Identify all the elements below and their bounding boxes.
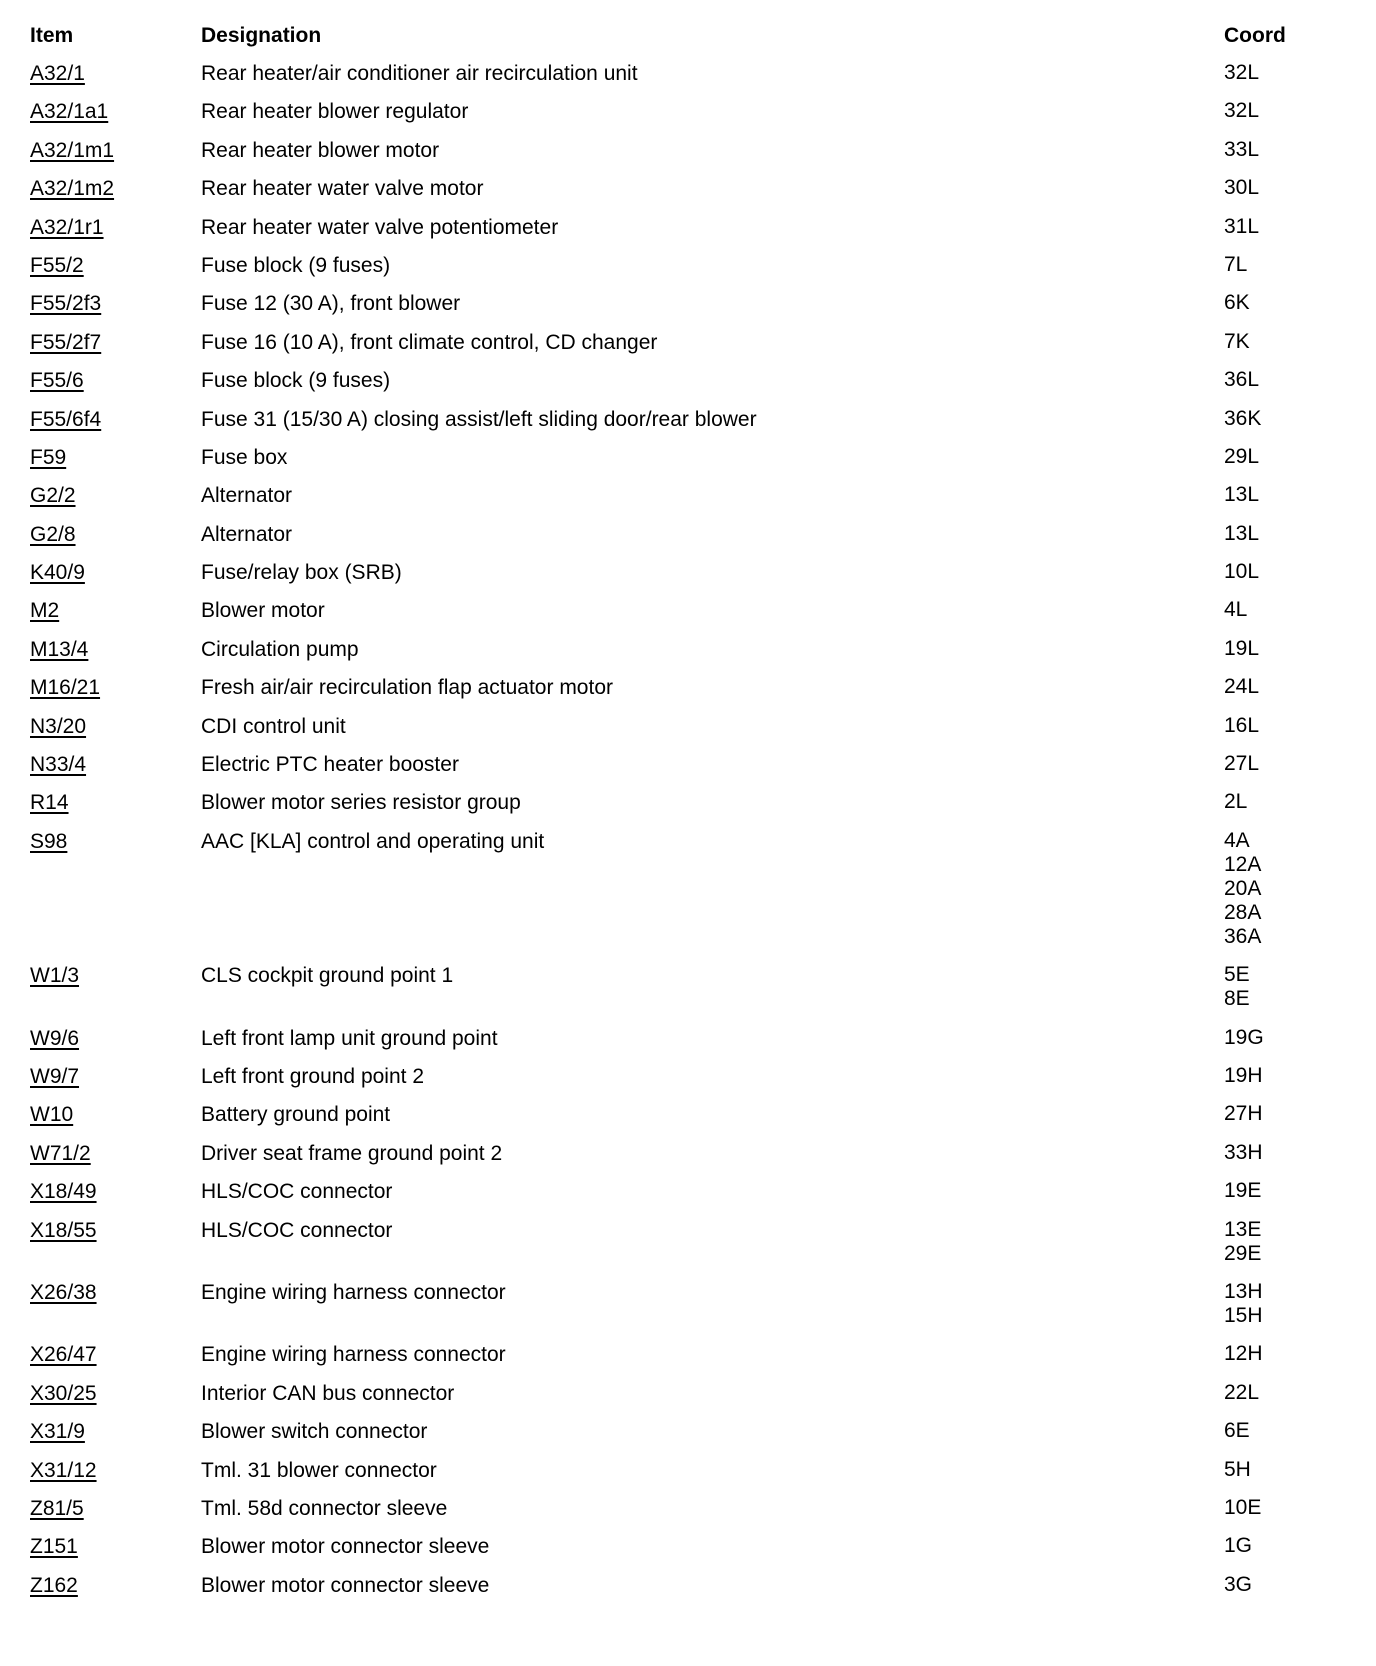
item-link[interactable]: W71/2 [30,1141,91,1165]
designation-text: Blower motor connector sleeve [201,1535,490,1559]
table-row [0,1458,1376,1496]
table-row [0,99,1376,137]
coord-value: 10E [1224,1495,1262,1519]
coord-value: 30L [1224,176,1260,200]
coord-value: 19G [1224,1025,1264,1049]
item-link[interactable]: X26/47 [30,1343,97,1367]
designation-text: Alternator [201,522,293,546]
item-link[interactable]: F59 [30,445,67,469]
table-row [0,1102,1376,1140]
item-link[interactable]: Z151 [30,1535,78,1559]
item-link[interactable]: N3/20 [30,714,87,738]
designation-text: Tml. 31 blower connector [201,1458,437,1482]
coord-cell [1224,215,1259,239]
coord-cell [1224,1218,1261,1266]
coord-cell [1224,829,1261,949]
designation-text: Left front lamp unit ground point [201,1026,498,1050]
coord-value: 7K [1224,329,1250,353]
designation-text: HLS/COC connector [201,1180,393,1204]
designation-text: HLS/COC connector [201,1218,393,1242]
coord-value: 15H [1224,1303,1263,1327]
coord-cell [1224,560,1259,584]
coord-value: 27L [1224,752,1260,776]
table-row [0,829,1376,963]
table-row [0,637,1376,675]
item-link[interactable]: Z81/5 [30,1496,84,1520]
table-row [0,522,1376,560]
coord-value: 29L [1224,444,1260,468]
coord-cell [1224,368,1259,392]
coord-cell [1224,963,1250,1011]
coord-cell [1224,1496,1261,1520]
coord-cell [1224,483,1259,507]
designation-text: Left front ground point 2 [201,1064,424,1088]
table-row [0,445,1376,483]
table-row [0,215,1376,253]
coord-cell [1224,714,1259,738]
designation-text: Circulation pump [201,637,359,661]
designation-text: Blower motor series resistor group [201,791,521,815]
designation-text: AAC [KLA] control and operating unit [201,829,545,853]
coord-cell [1224,445,1259,469]
item-link[interactable]: X30/25 [30,1381,97,1405]
coord-cell [1224,598,1247,622]
table-row [0,675,1376,713]
coord-cell [1224,790,1247,814]
coord-value: 1G [1224,1534,1253,1558]
item-link[interactable]: A32/1m1 [30,138,115,162]
coord-cell [1224,1419,1250,1443]
coord-value: 31L [1224,214,1260,238]
coord-value: 3G [1224,1572,1253,1596]
coord-value: 29E [1224,1241,1262,1265]
item-link[interactable]: M2 [30,599,60,623]
item-link[interactable]: X18/49 [30,1180,97,1204]
designation-text: CDI control unit [201,714,346,738]
designation-text: Blower motor connector sleeve [201,1573,490,1597]
item-link[interactable]: M16/21 [30,676,101,700]
designation-text: Electric PTC heater booster [201,753,459,777]
item-link[interactable]: A32/1m2 [30,177,115,201]
item-link[interactable]: G2/2 [30,484,76,508]
coord-cell [1224,407,1261,431]
designation-text: CLS cockpit ground point 1 [201,964,454,988]
coord-value: 7L [1224,252,1248,276]
table-row [0,1573,1376,1611]
item-link[interactable]: W10 [30,1103,74,1127]
item-link[interactable]: W1/3 [30,964,80,988]
coord-value: 22L [1224,1380,1260,1404]
coord-value: 6K [1224,291,1250,315]
table-row [0,61,1376,99]
coord-cell [1224,1026,1264,1050]
item-link[interactable]: F55/6 [30,369,84,393]
designation-text: Fuse block (9 fuses) [201,253,391,277]
table-row [0,1381,1376,1419]
coord-cell [1224,61,1259,85]
coord-cell [1224,1179,1261,1203]
designation-text: Driver seat frame ground point 2 [201,1141,503,1165]
table-row [0,752,1376,790]
item-link[interactable]: W9/6 [30,1026,80,1050]
coord-cell [1224,637,1259,661]
coord-value: 19E [1224,1179,1262,1203]
designation-text: Engine wiring harness connector [201,1280,506,1304]
item-link[interactable]: W9/7 [30,1064,80,1088]
coord-value: 13E [1224,1217,1262,1241]
coord-value: 24L [1224,675,1260,699]
coord-cell [1224,138,1259,162]
coord-cell [1224,1064,1263,1088]
table-row [0,1496,1376,1534]
designation-text: Battery ground point [201,1103,391,1127]
coord-cell [1224,291,1250,315]
designation-text: Alternator [201,484,293,508]
coord-value: 36K [1224,406,1262,430]
coord-cell [1224,752,1259,776]
designation-text: Rear heater/air conditioner air recirculation unit [201,62,638,85]
coord-cell [1224,1458,1251,1482]
coord-value: 33L [1224,137,1260,161]
table-row [0,1179,1376,1217]
table-row [0,1026,1376,1064]
item-link[interactable]: F55/6f4 [30,407,102,431]
coord-cell [1224,99,1259,123]
coord-value: 8E [1224,987,1250,1011]
table-row [0,714,1376,752]
coord-cell [1224,330,1250,354]
item-link[interactable]: A32/1 [30,62,85,85]
coord-cell [1224,1141,1263,1165]
table-row [0,407,1376,445]
table-row [0,1218,1376,1280]
designation-text: Fuse 31 (15/30 A) closing assist/left sliding door/rear blower [201,407,757,431]
header-coord: Coord [1224,24,1286,47]
coord-value: 16L [1224,713,1260,737]
coord-value: 32L [1224,61,1260,84]
coord-cell [1224,1280,1263,1328]
coord-value: 33H [1224,1140,1263,1164]
coord-value: 27H [1224,1102,1263,1126]
designation-text: Fresh air/air recirculation flap actuator motor [201,676,613,700]
designation-text: Blower motor [201,599,325,623]
table-row [0,963,1376,1025]
coord-value: 36L [1224,368,1260,392]
table-row [0,1534,1376,1572]
table-row [0,1280,1376,1342]
coord-value: 6E [1224,1419,1250,1443]
designation-text: Tml. 58d connector sleeve [201,1496,448,1520]
table-row [0,253,1376,291]
designation-text: Fuse 16 (10 A), front climate control, CD changer [201,330,658,354]
item-link[interactable]: A32/1r1 [30,215,104,239]
table-row [0,1419,1376,1457]
table-row [0,598,1376,636]
item-link[interactable]: A32/1a1 [30,100,109,124]
item-link[interactable]: M13/4 [30,637,89,661]
table-row [0,291,1376,329]
designation-text: Rear heater blower motor [201,138,440,162]
item-link[interactable]: S98 [30,829,68,853]
item-link[interactable]: G2/8 [30,522,76,546]
coord-value: 4L [1224,598,1248,622]
item-link[interactable]: R14 [30,791,69,815]
table-row [0,790,1376,828]
coord-value: 19H [1224,1063,1263,1087]
coord-value: 13L [1224,483,1260,507]
table-row [0,560,1376,598]
designation-text: Fuse/relay box (SRB) [201,561,402,585]
designation-text: Rear heater blower regulator [201,100,469,124]
coord-value: 4A [1224,828,1250,852]
coord-value: 28A [1224,900,1262,924]
table-row [0,138,1376,176]
coord-value: 10L [1224,560,1260,584]
coord-value: 20A [1224,876,1262,900]
table-row [0,368,1376,406]
item-link[interactable]: X18/55 [30,1218,97,1242]
table-row [0,330,1376,368]
table-row [0,176,1376,214]
coord-value: 13H [1224,1279,1263,1303]
item-link[interactable]: Z162 [30,1573,78,1597]
designation-text: Blower switch connector [201,1420,428,1444]
item-link[interactable]: N33/4 [30,753,87,777]
designation-text: Interior CAN bus connector [201,1381,455,1405]
table-row [0,1342,1376,1380]
item-link[interactable]: X26/38 [30,1280,97,1304]
designation-text: Fuse box [201,445,288,469]
coord-value: 32L [1224,99,1260,123]
designation-text: Rear heater water valve motor [201,177,484,201]
item-link[interactable]: X31/9 [30,1420,85,1444]
coord-value: 2L [1224,790,1248,814]
coord-value: 12A [1224,852,1262,876]
header-designation: Designation [201,24,322,47]
coord-cell [1224,253,1247,277]
item-link[interactable]: K40/9 [30,561,85,585]
designation-text: Fuse block (9 fuses) [201,369,391,393]
table-row [0,1064,1376,1102]
designation-text: Rear heater water valve potentiometer [201,215,559,239]
item-link[interactable]: F55/2f7 [30,330,102,354]
item-link[interactable]: F55/2f3 [30,292,102,316]
coord-cell [1224,675,1259,699]
table-row [0,1141,1376,1179]
coord-value: 36A [1224,924,1262,948]
coord-value: 5E [1224,963,1250,987]
coord-cell [1224,1573,1252,1597]
item-link[interactable]: X31/12 [30,1458,97,1482]
coord-cell [1224,1102,1263,1126]
coord-cell [1224,1381,1259,1405]
designation-text: Engine wiring harness connector [201,1343,506,1367]
coord-value: 5H [1224,1457,1251,1481]
legend-rows [0,61,1376,1611]
coord-value: 19L [1224,636,1260,660]
coord-cell [1224,1342,1263,1366]
coord-cell [1224,522,1259,546]
item-link[interactable]: F55/2 [30,253,84,277]
designation-text: Fuse 12 (30 A), front blower [201,292,461,316]
table-row [0,483,1376,521]
coord-cell [1224,176,1259,200]
coord-value: 13L [1224,521,1260,545]
header-item: Item [30,24,74,47]
coord-value: 12H [1224,1342,1263,1366]
coord-cell [1224,1534,1252,1558]
